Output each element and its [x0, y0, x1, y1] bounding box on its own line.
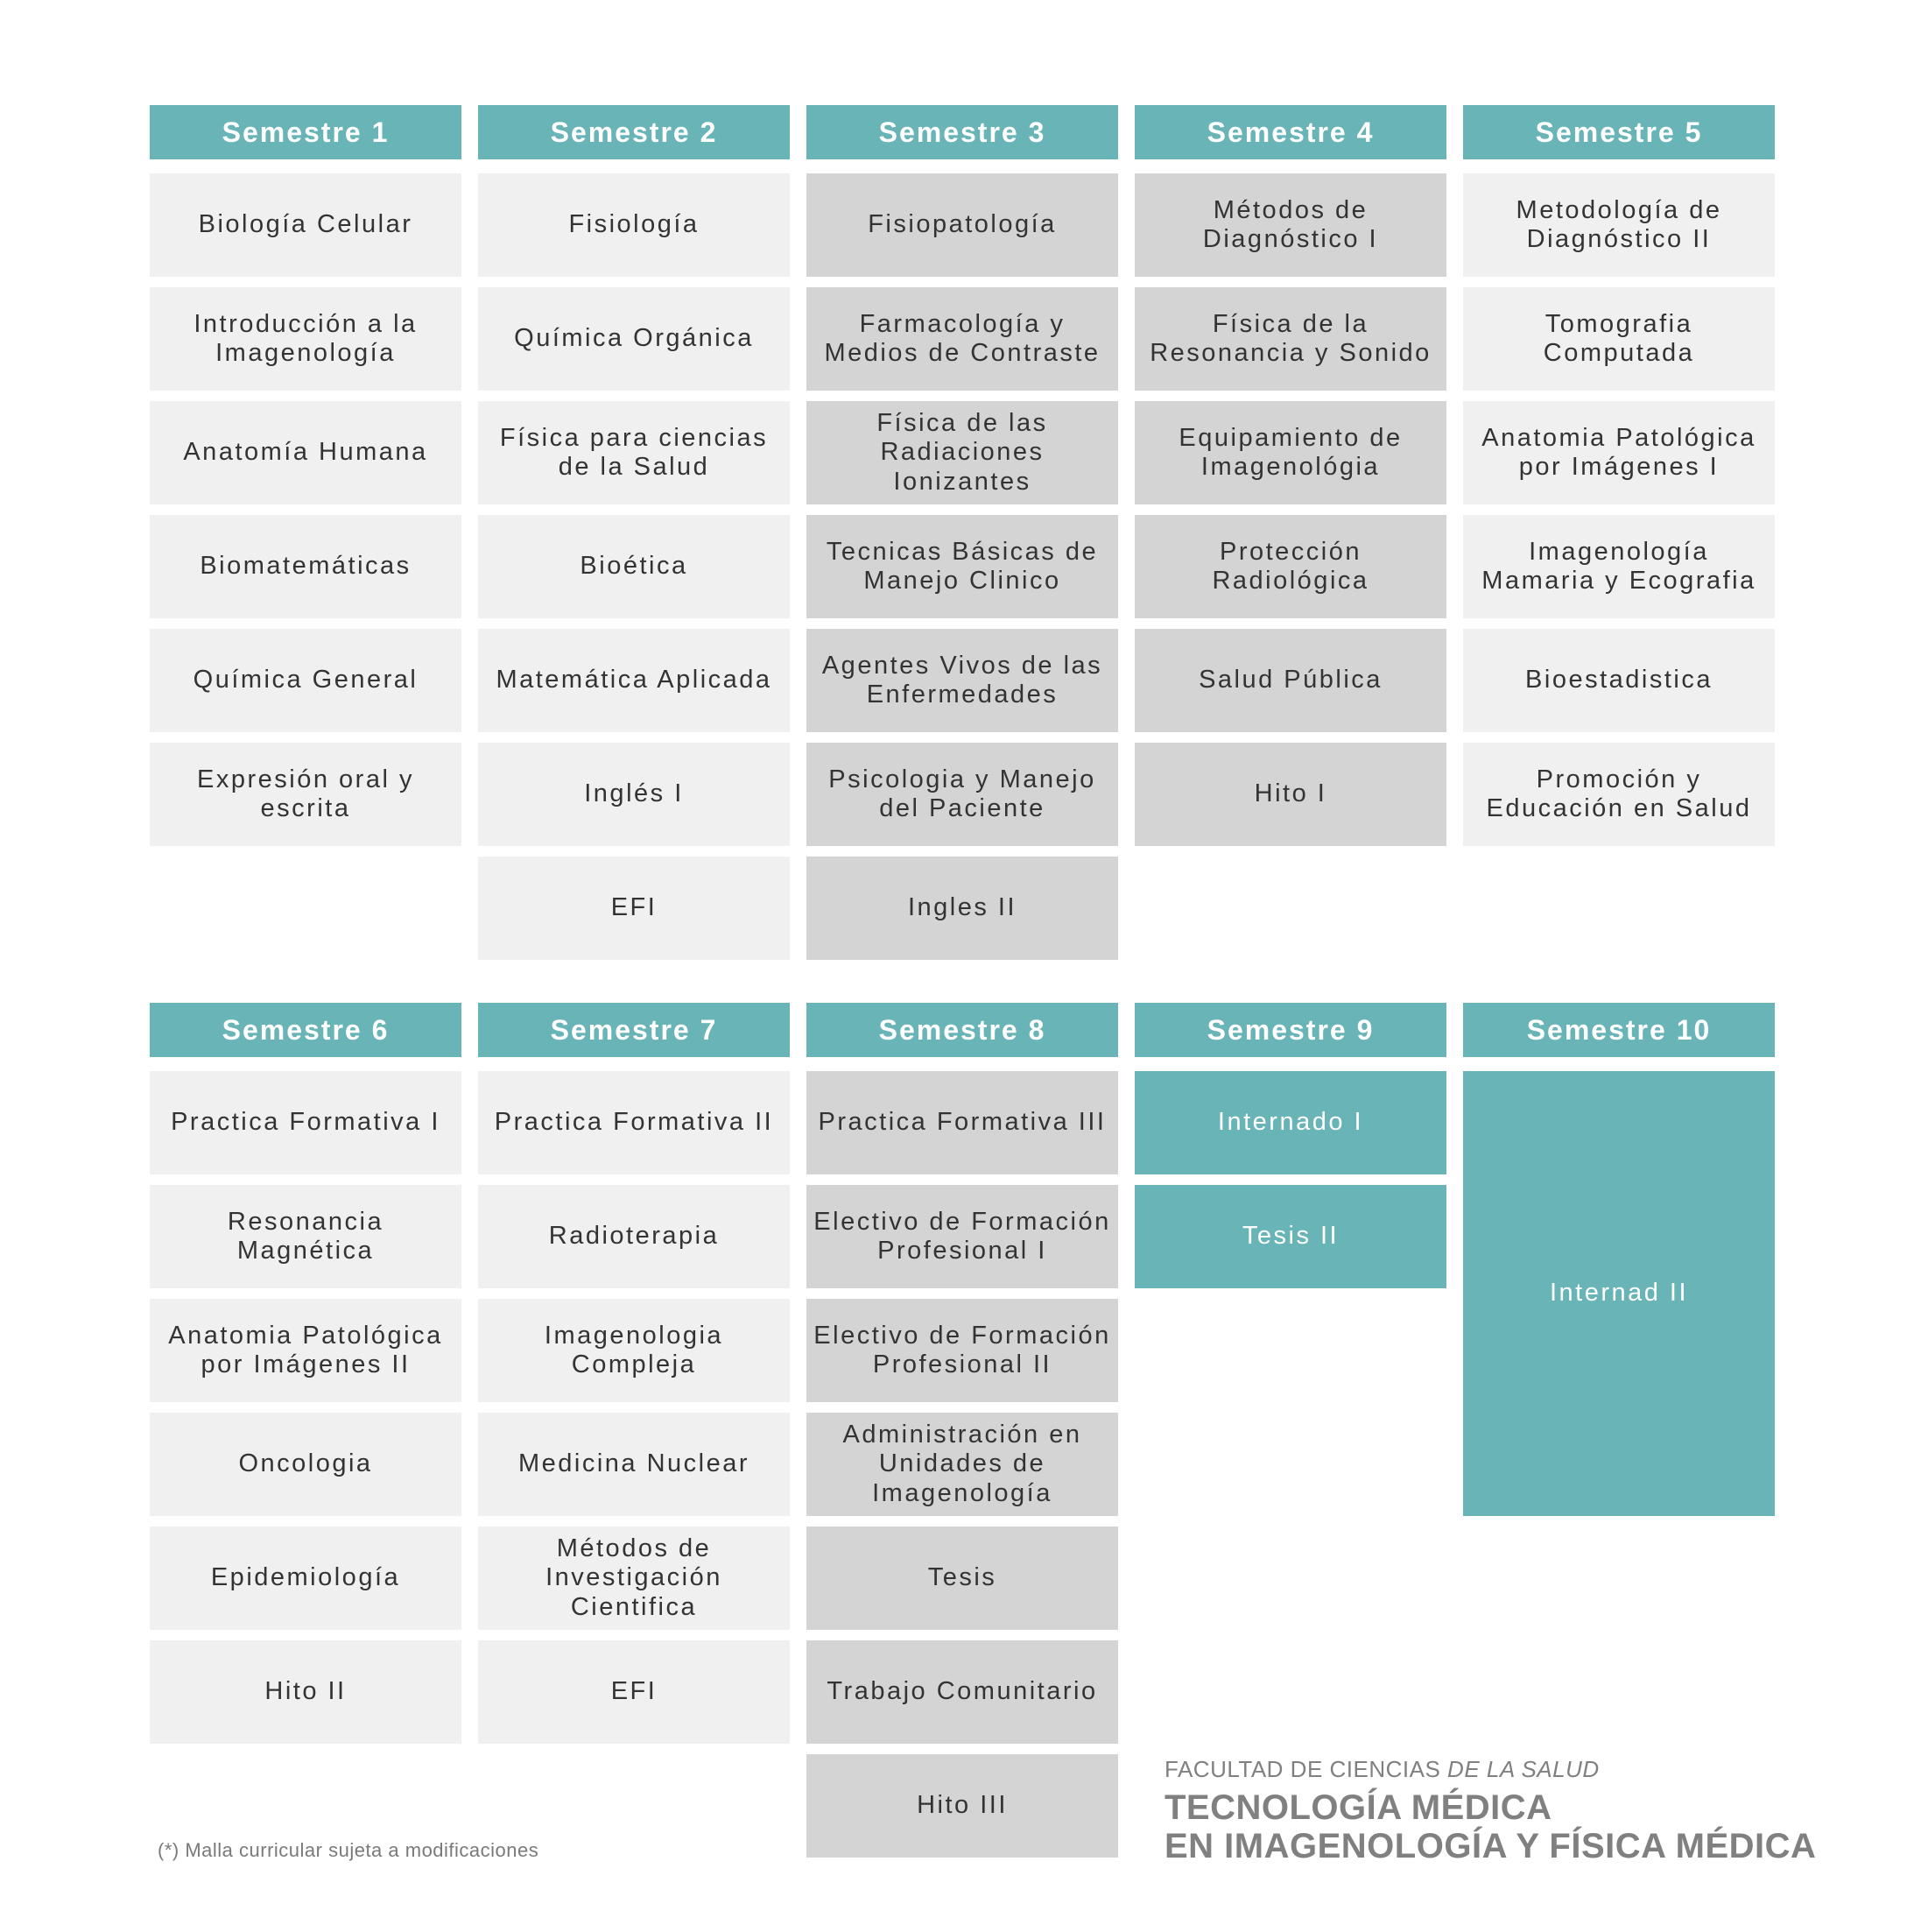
course-cell: Internado I — [1135, 1071, 1446, 1174]
footnote: (*) Malla curricular sujeta a modificaciones — [158, 1839, 539, 1861]
course-cell: Física para ciencias de la Salud — [478, 401, 790, 504]
course-cell: Biomatemáticas — [150, 515, 461, 618]
course-cell: Métodos de Investigación Cientifica — [478, 1527, 790, 1630]
semester-header: Semestre 10 — [1463, 1003, 1775, 1057]
semester-6-column — [150, 1003, 461, 1754]
semester-header: Semestre 1 — [150, 105, 461, 159]
semester-2-column — [478, 105, 790, 970]
course-cell: Química Orgánica — [478, 287, 790, 391]
course-cell: Bioética — [478, 515, 790, 618]
faculty-suffix: DE LA SALUD — [1447, 1756, 1600, 1782]
faculty-prefix: FACULTAD DE CIENCIAS — [1165, 1756, 1441, 1782]
course-cell: EFI — [478, 1640, 790, 1744]
course-cell: Tesis — [806, 1527, 1118, 1630]
course-cell: Biología Celular — [150, 173, 461, 277]
semester-8-column — [806, 1003, 1118, 1868]
semester-10-column — [1463, 1003, 1775, 1527]
semester-header: Semestre 4 — [1135, 105, 1446, 159]
course-cell: Matemática Aplicada — [478, 629, 790, 732]
course-cell: Métodos de Diagnóstico I — [1135, 173, 1446, 277]
course-cell: Tomografia Computada — [1463, 287, 1775, 391]
course-cell: Metodología de Diagnóstico II — [1463, 173, 1775, 277]
course-cell: Trabajo Comunitario — [806, 1640, 1118, 1744]
course-cell: Tecnicas Básicas de Manejo Clinico — [806, 515, 1118, 618]
course-cell: Física de la Resonancia y Sonido — [1135, 287, 1446, 391]
course-cell: Salud Pública — [1135, 629, 1446, 732]
course-cell: Fisiología — [478, 173, 790, 277]
course-cell: Hito II — [150, 1640, 461, 1744]
course-cell: Imagenologia Compleja — [478, 1299, 790, 1402]
course-cell: Tesis II — [1135, 1185, 1446, 1288]
course-cell: Química General — [150, 629, 461, 732]
course-cell: Agentes Vivos de las Enfermedades — [806, 629, 1118, 732]
semester-header: Semestre 3 — [806, 105, 1118, 159]
course-cell: Psicologia y Manejo del Paciente — [806, 743, 1118, 846]
course-cell: Anatomia Patológica por Imágenes I — [1463, 401, 1775, 504]
course-cell: Inglés I — [478, 743, 790, 846]
course-cell: Anatomía Humana — [150, 401, 461, 504]
semester-header: Semestre 5 — [1463, 105, 1775, 159]
course-cell: Electivo de Formación Profesional II — [806, 1299, 1118, 1402]
semester-header: Semestre 7 — [478, 1003, 790, 1057]
semester-9-column — [1135, 1003, 1446, 1299]
course-cell: Hito III — [806, 1754, 1118, 1858]
course-cell: Electivo de Formación Profesional I — [806, 1185, 1118, 1288]
program-title-line-1: TECNOLOGÍA MÉDICA — [1165, 1788, 1552, 1827]
course-cell: Ingles II — [806, 857, 1118, 960]
course-cell: Anatomia Patológica por Imágenes II — [150, 1299, 461, 1402]
course-cell: Promoción y Educación en Salud — [1463, 743, 1775, 846]
semester-header: Semestre 2 — [478, 105, 790, 159]
semester-5-column — [1463, 105, 1775, 857]
course-cell: Practica Formativa II — [478, 1071, 790, 1174]
course-cell: Practica Formativa I — [150, 1071, 461, 1174]
course-cell: Introducción a la Imagenología — [150, 287, 461, 391]
semester-3-column — [806, 105, 1118, 970]
course-cell: Fisiopatología — [806, 173, 1118, 277]
semester-4-column — [1135, 105, 1446, 857]
course-cell: Practica Formativa III — [806, 1071, 1118, 1174]
course-cell: EFI — [478, 857, 790, 960]
course-cell: Medicina Nuclear — [478, 1413, 790, 1516]
course-cell: Radioterapia — [478, 1185, 790, 1288]
course-cell: Imagenología Mamaria y Ecografia — [1463, 515, 1775, 618]
course-cell: Administración en Unidades de Imagenología — [806, 1413, 1118, 1516]
semester-1-column — [150, 105, 461, 857]
course-cell: Equipamiento de Imagenológia — [1135, 401, 1446, 504]
faculty-brand — [1165, 1756, 1816, 1865]
course-cell: Oncologia — [150, 1413, 461, 1516]
course-cell: Internad II — [1463, 1071, 1775, 1516]
faculty-name — [1165, 1756, 1816, 1783]
semester-header: Semestre 8 — [806, 1003, 1118, 1057]
course-cell: Física de las Radiaciones Ionizantes — [806, 401, 1118, 504]
course-cell: Hito I — [1135, 743, 1446, 846]
course-cell: Expresión oral y escrita — [150, 743, 461, 846]
course-cell: Epidemiología — [150, 1527, 461, 1630]
semester-header: Semestre 6 — [150, 1003, 461, 1057]
course-cell: Bioestadistica — [1463, 629, 1775, 732]
course-cell: Protección Radiológica — [1135, 515, 1446, 618]
course-cell: Farmacología y Medios de Contraste — [806, 287, 1118, 391]
program-title-line-2: EN IMAGENOLOGÍA Y FÍSICA MÉDICA — [1165, 1827, 1817, 1865]
semester-header: Semestre 9 — [1135, 1003, 1446, 1057]
course-cell: Resonancia Magnética — [150, 1185, 461, 1288]
semester-7-column — [478, 1003, 790, 1754]
